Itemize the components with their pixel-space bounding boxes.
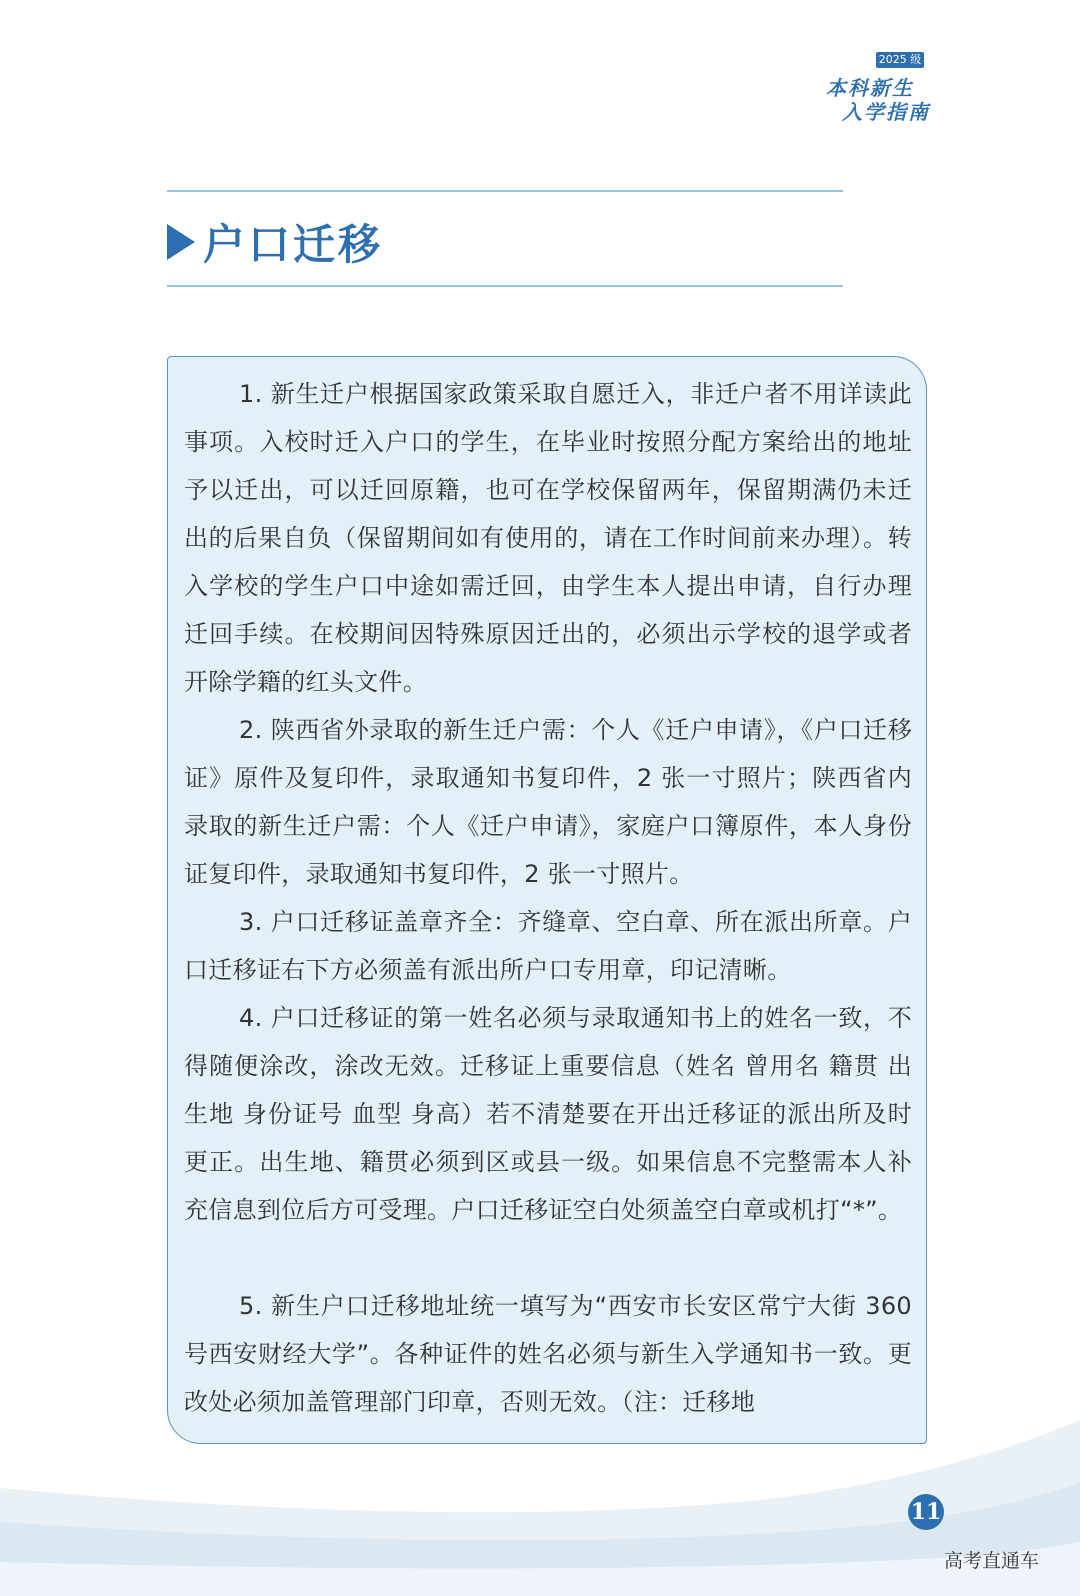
content-panel — [167, 356, 927, 1444]
paragraph-3: 3. 户口迁移证盖章齐全：齐缝章、空白章、所在派出所章。户口迁移证右下方必须盖有派出所户口专用章，印记清晰。 — [184, 908, 912, 984]
section-title: 户口迁移 — [203, 220, 384, 269]
guide-title-line-1: 本科新生 — [826, 76, 914, 100]
guide-logo — [820, 52, 940, 132]
decorative-wave — [0, 1370, 1080, 1596]
paragraph-5: 5. 新生户口迁移地址统一填写为“西安市长安区常宁大街 360 号西安财经大学”。各种证件的姓名必须与新生入学通知书一致。更改处必须加盖管理部门印章，否则无效。（注：迁移地 — [184, 1292, 912, 1416]
guide-title-line-2: 入学指南 — [842, 100, 930, 124]
title-bottom-rule — [167, 285, 843, 287]
year-badge: 2025 级 — [876, 52, 924, 68]
source-watermark: 高考直通车 — [944, 1550, 1040, 1572]
title-top-rule — [167, 190, 843, 192]
paragraph-2: 2. 陕西省外录取的新生迁户需：个人《迁户申请》，《户口迁移证》原件及复印件，录取通知书复印件，2 张一寸照片；陕西省内录取的新生迁户需：个人《迁户申请》，家庭户口簿原件，本人身份证复印件，录取通知书复印件，2 张一寸照片。 — [184, 716, 912, 888]
page-number: 11 — [908, 1494, 944, 1530]
paragraph-4: 4. 户口迁移证的第一姓名必须与录取通知书上的姓名一致，不得随便涂改，涂改无效。迁移证上重要信息（姓名 曾用名 籍贯 出生地 身份证号 血型 身高）若不清楚要在开出迁移证的派出所及时更正。出生地、籍贯必须到区或县一级。如果信息不完整需本人补充信息到位后方可受理。户口迁移证空白处须盖空白章或机打“*”。 — [184, 1004, 912, 1224]
triangle-arrow-icon — [167, 224, 195, 260]
paragraph-1: 1. 新生迁户根据国家政策采取自愿迁入，非迁户者不用详读此事项。入校时迁入户口的学生，在毕业时按照分配方案给出的地址予以迁出，可以迁回原籍，也可在学校保留两年，保留期满仍未迁出的后果自负（保留期间如有使用的，请在工作时间前来办理）。转入学校的学生户口中途如需迁回，由学生本人提出申请，自行办理迁回手续。在校期间因特殊原因迁出的，必须出示学校的退学或者开除学籍的红头文件。 — [184, 380, 912, 696]
section-heading — [167, 214, 383, 270]
